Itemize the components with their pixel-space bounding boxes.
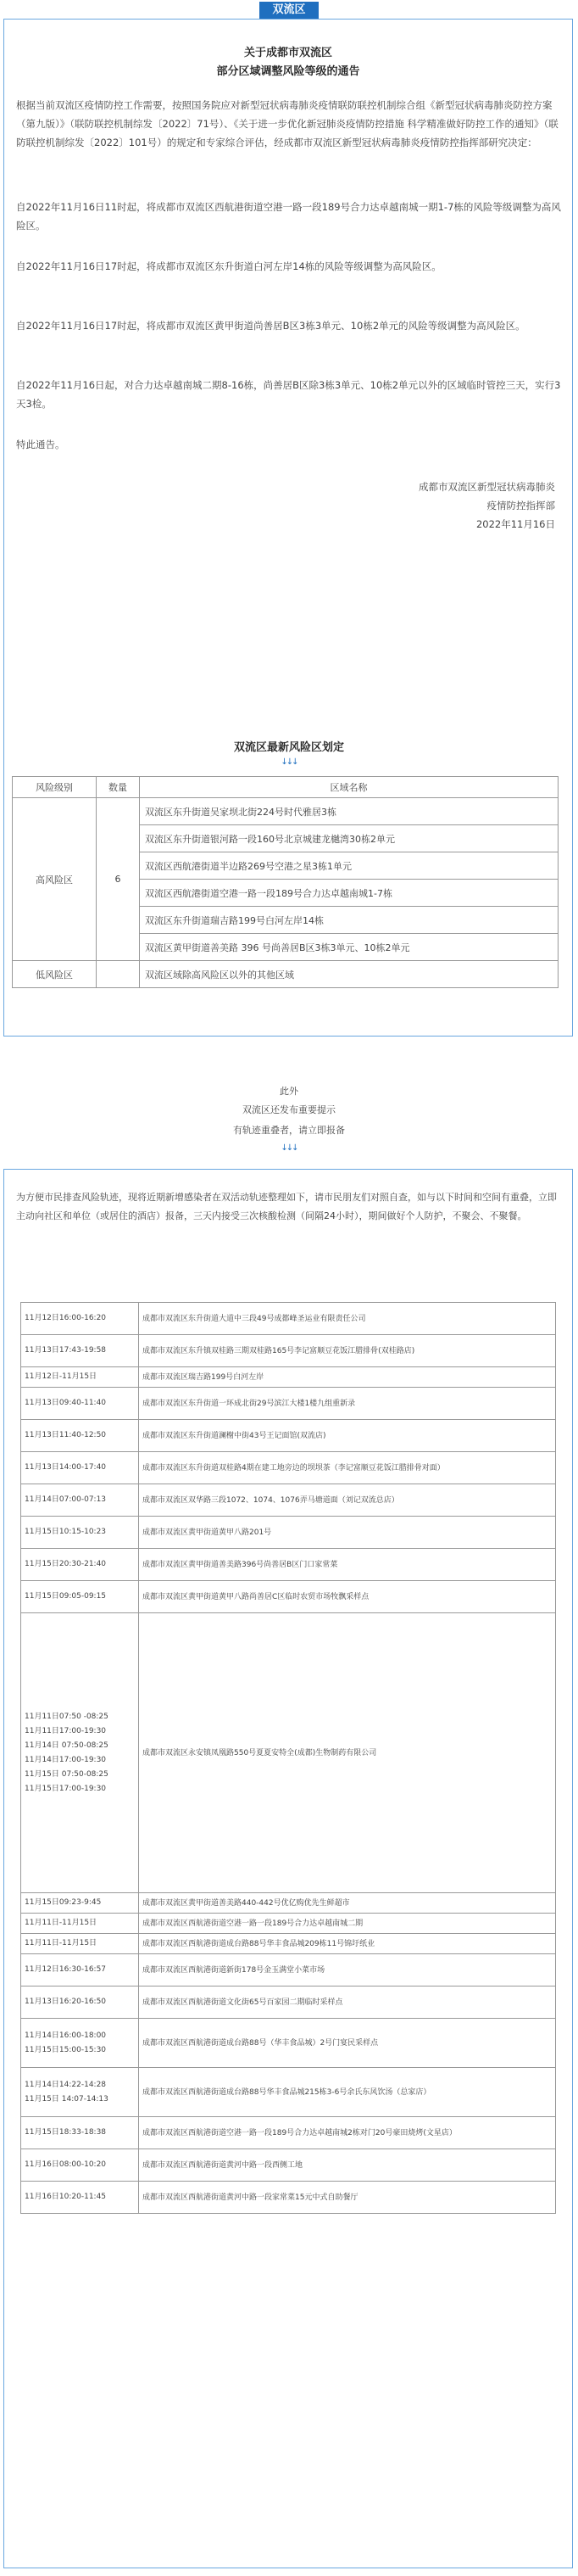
trail-place: 成都市双流区东升街道澜榭中街43号王记面馆(双流店) (139, 1420, 556, 1452)
trail-place: 成都市双流区东升街道一环成北街29号滨江大楼1楼九组重新录 (139, 1388, 556, 1420)
notice-paragraph-2: 自2022年11月16日17时起，将成都市双流区东升街道白河左岸14栋的风险等级调整为高风险区。 (16, 260, 442, 272)
table-row (21, 1986, 556, 2019)
table-row (21, 1484, 556, 1517)
table-row (21, 2149, 556, 2182)
mid-notice-line3: 有轨迹重叠者，请立即报备 (233, 1125, 345, 1136)
trail-time: 11月11日07:50 -08:25 11月11日17:00-19:30 11月14日 07:50-08:25 11月14日17:00-19:30 11月15日 07:50-08:25 11月15日17:00-19:30 (21, 1613, 139, 1893)
down-arrows-icon: ↓↓↓ (281, 1143, 297, 1153)
notice-title-line2: 部分区域调整风险等级的通告 (216, 65, 360, 78)
table-row (21, 1934, 556, 1954)
trail-time: 11月12日-11月15日 (21, 1367, 139, 1388)
notice-paragraph-1: 自2022年11月16日11时起，将成都市双流区西航港街道空港一路一段189号合力达卓越南城一期1-7栋的风险等级调整为高风险区。 (16, 201, 561, 232)
table-row (21, 1954, 556, 1986)
col-header-level: 风险级别 (13, 777, 97, 798)
notice-intro: 根据当前双流区疫情防控工作需要，按照国务院应对新型冠状病毒肺炎疫情联防联控机制综合组《新型冠状病毒肺炎防控方案（第九版）》（联防联控机制综发〔2022〕71号）、《关于进一步优化新冠肺炎疫情防控措施 科学精准做好防控工作的通知》（联防联控机制综发〔2022〕101号）的规定和专家综合评估，经成都市双流区新型冠状病毒肺炎疫情防控指挥部研究决定： (16, 99, 559, 148)
trail-time: 11月15日09:23-9:45 (21, 1893, 139, 1914)
trail-time: 11月15日20:30-21:40 (21, 1549, 139, 1581)
trail-table (20, 1302, 556, 2214)
trail-place: 成都市双流区黄甲街道善美路440-442号优亿购优先生鲜超市 (139, 1893, 556, 1914)
high-risk-area: 双流区黄甲街道善美路 396 号尚善居B区3栋3单元、10栋2单元 (140, 934, 559, 961)
low-risk-area: 双流区域除高风险区以外的其他区域 (140, 961, 559, 988)
trail-place: 成都市双流区西航港街道黄河中路一段西侧工地 (139, 2149, 556, 2182)
col-header-count: 数量 (97, 777, 140, 798)
table-row (21, 2182, 556, 2214)
trail-place: 成都市双流区黄甲街道善美路396号尚善居B区门口家常菜 (139, 1549, 556, 1581)
trail-time: 11月13日17:43-19:58 (21, 1335, 139, 1367)
trail-place: 成都市双流区瑞吉路199号白河左岸 (139, 1367, 556, 1388)
low-risk-count (97, 961, 140, 988)
trail-place: 成都市双流区永安镇凤凰路550号夏夏安特全(成都)生物制药有限公司 (139, 1613, 556, 1893)
trail-place: 成都市双流区黄甲街道黄甲八路尚善居C区临时农贸市场牧飘采样点 (139, 1581, 556, 1613)
trail-place: 成都市双流区东升街道双桂路4期在建工地旁边的坝坝茶（李记富顺豆花饭江腊排骨对面） (139, 1452, 556, 1484)
trail-place: 成都市双流区西航港街道成台路88号华丰食品城215栋3-6号余氏东风饮汤（总家店） (139, 2068, 556, 2117)
trail-time: 11月14日07:00-07:13 (21, 1484, 139, 1517)
high-risk-area: 双流区西航港街道空港一路一段189号合力达卓越南城1-7栋 (140, 880, 559, 907)
table-row (13, 798, 559, 825)
table-row (21, 1420, 556, 1452)
trail-place: 成都市双流区西航港街道成台路88号华丰食品城209栋11号锦圩纸业 (139, 1934, 556, 1954)
table-row (21, 1549, 556, 1581)
high-risk-area: 双流区东升街道银河路一段160号北京城建龙樾湾30栋2单元 (140, 825, 559, 852)
signature-line1: 成都市双流区新型冠状病毒肺炎 (419, 481, 555, 493)
table-row (21, 1452, 556, 1484)
table-row (21, 1914, 556, 1934)
trail-time: 11月14日14:22-14:28 11月15日 14:07-14:13 (21, 2068, 139, 2117)
table-row (21, 1517, 556, 1549)
high-risk-area: 双流区东升街道吴家坝北街224号时代雅居3栋 (140, 798, 559, 825)
trail-time: 11月13日14:00-17:40 (21, 1452, 139, 1484)
trail-place: 成都市双流区西航港街道空港一路一段189号合力达卓越南城2栋对门20号豪田烧烤(文星店） (139, 2117, 556, 2149)
trail-intro: 为方便市民排查风险轨迹，现将近期新增感染者在双活动轨迹整理如下，请市民朋友们对照自查，如与以下时间和空间有重叠，立即主动向社区和单位（或居住的酒店）报备，三天内接受三次核酸检测（间隔24小时），期间做好个人防护，不聚会、不聚餐。 (16, 1192, 557, 1221)
table-row (21, 1367, 556, 1388)
notice-closing: 特此通告。 (16, 439, 65, 450)
trail-place: 成都市双流区西航港街道新街178号金玉满堂小菜市场 (139, 1954, 556, 1986)
down-arrows-icon: ↓↓↓ (281, 757, 297, 767)
trail-place: 成都市双流区西航港街道文化街65号百家园二期临时采样点 (139, 1986, 556, 2019)
trail-time: 11月11日-11月15日 (21, 1914, 139, 1934)
high-risk-area: 双流区东升街道瑞吉路199号白河左岸14栋 (140, 907, 559, 934)
table-row (13, 961, 559, 988)
low-risk-label: 低风险区 (13, 961, 97, 988)
mid-notice-line1: 此外 (280, 1086, 298, 1097)
notice-paragraph-4: 自2022年11月16日起，对合力达卓越南城二期8-16栋，尚善居B区除3栋3单元、10栋2单元以外的区域临时管控三天，实行3天3检。 (16, 379, 561, 410)
notice-date: 2022年11月16日 (475, 518, 555, 530)
trail-place: 成都市双流区黄甲街道黄甲八路201号 (139, 1517, 556, 1549)
trail-time: 11月15日10:15-10:23 (21, 1517, 139, 1549)
mid-notice-line2: 双流区还发布重要提示 (242, 1104, 336, 1115)
signature-line2: 疫情防控指挥部 (486, 500, 555, 511)
trail-place: 成都市双流区东升街道大道中三段49号成都峰圣运业有限责任公司 (139, 1303, 556, 1335)
trail-time: 11月13日16:20-16:50 (21, 1986, 139, 2019)
high-risk-count: 6 (97, 798, 140, 961)
table-row (21, 1613, 556, 1893)
col-header-area: 区域名称 (140, 777, 559, 798)
trail-place: 成都市双流区西航港街道空港一路一段189号合力达卓越南城二期 (139, 1914, 556, 1934)
notice-title-line1: 关于成都市双流区 (243, 47, 332, 59)
table-row (21, 1335, 556, 1367)
trail-place: 成都市双流区双华路三段1072、1074、1076弄马塘道面（刘记双流总店） (139, 1484, 556, 1517)
table-row (21, 2019, 556, 2068)
trail-time: 11月15日09:05-09:15 (21, 1581, 139, 1613)
trail-time: 11月11日-11月15日 (21, 1934, 139, 1954)
trail-place: 成都市双流区西航港街道成台路88号（华丰食品城）2号门宴民采样点 (139, 2019, 556, 2068)
table-row (21, 1581, 556, 1613)
trail-time: 11月13日09:40-11:40 (21, 1388, 139, 1420)
high-risk-area: 双流区西航港街道半边路269号空港之星3栋1单元 (140, 852, 559, 880)
risk-section-title: 双流区最新风险区划定 (233, 741, 344, 754)
table-row (21, 2117, 556, 2149)
trail-place: 成都市双流区西航港街道黄河中路一段家常菜15元中式自助餐厅 (139, 2182, 556, 2214)
risk-table-header (13, 777, 559, 798)
trail-time: 11月16日10:20-11:45 (21, 2182, 139, 2214)
table-row (21, 1388, 556, 1420)
trail-time: 11月14日16:00-18:00 11月15日15:00-15:30 (21, 2019, 139, 2068)
table-row (21, 1893, 556, 1914)
notice-paragraph-3: 自2022年11月16日17时起，将成都市双流区黄甲街道尚善居B区3栋3单元、10栋2单元的风险等级调整为高风险区。 (16, 320, 525, 332)
trail-time: 11月16日08:00-10:20 (21, 2149, 139, 2182)
trail-time: 11月15日18:33-18:38 (21, 2117, 139, 2149)
district-tag: 双流区 (259, 2, 319, 19)
trail-time: 11月13日11:40-12:50 (21, 1420, 139, 1452)
trail-time: 11月12日16:30-16:57 (21, 1954, 139, 1986)
table-row (21, 2068, 556, 2117)
high-risk-label: 高风险区 (13, 798, 97, 961)
trail-time: 11月12日16:00-16:20 (21, 1303, 139, 1335)
trail-place: 成都市双流区东升镇双桂路三期双桂路165号李记富顺豆花饭江腊排骨(双桂路店) (139, 1335, 556, 1367)
risk-area-table (12, 776, 559, 988)
table-row (21, 1303, 556, 1335)
